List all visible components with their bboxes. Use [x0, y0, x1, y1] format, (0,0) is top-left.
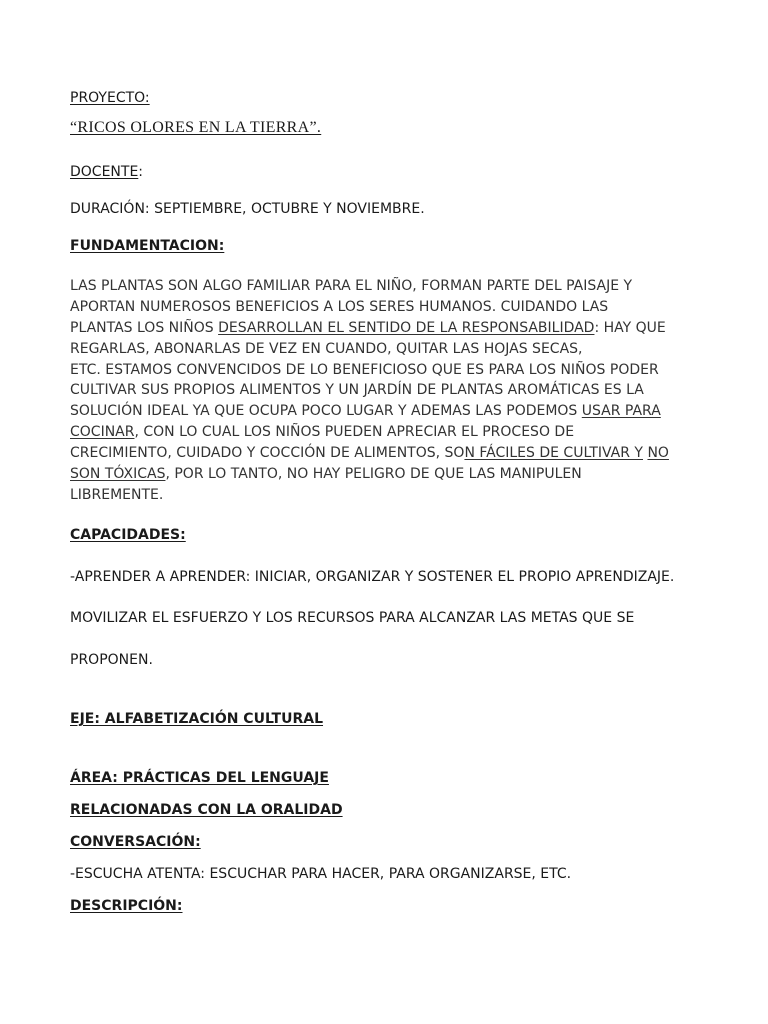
escucha-line: -ESCUCHA ATENTA: ESCUCHAR PARA HACER, PARA ORGANIZARSE, ETC.: [70, 866, 572, 882]
capacidades-line: -APRENDER A APRENDER: INICIAR, ORGANIZAR Y SOSTENER EL PROPIO APRENDIZAJE.: [70, 569, 675, 585]
paragraph-line: REGARLAS, ABONARLAS DE VEZ EN CUANDO, QUITAR LAS HOJAS SECAS,: [70, 341, 583, 357]
paragraph-line: LIBREMENTE.: [70, 487, 164, 503]
paragraph-line: LAS PLANTAS SON ALGO FAMILIAR PARA EL NIÑO, FORMAN PARTE DEL PAISAJE Y: [70, 278, 633, 294]
underlined-run: COCINAR: [70, 424, 135, 440]
text-run: SOLUCIÓN IDEAL YA QUE OCUPA POCO LUGAR Y ADEMAS LAS PODEMOS: [70, 403, 582, 419]
area-heading: ÁREA: PRÁCTICAS DEL LENGUAJE: [70, 770, 329, 786]
underlined-run: USAR PARA: [581, 403, 661, 419]
descripcion-heading: DESCRIPCIÓN:: [70, 898, 183, 914]
underlined-run: NO: [647, 445, 669, 461]
paragraph-line: ETC. ESTAMOS CONVENCIDOS DE LO BENEFICIOSO QUE ES PARA LOS NIÑOS PODER: [70, 362, 659, 378]
underlined-run: DESARROLLAN EL SENTIDO DE LA RESPONSABILIDAD: [218, 320, 595, 336]
paragraph-line: [70, 318, 666, 338]
underlined-run: N FÁCILES DE CULTIVAR Y: [464, 445, 643, 461]
paragraph-line: [70, 443, 669, 463]
capacidades-heading: CAPACIDADES:: [70, 527, 186, 543]
text-run: PLANTAS LOS NIÑOS: [70, 320, 219, 336]
docente-colon: :: [138, 164, 144, 180]
fundamentacion-heading: FUNDAMENTACION:: [70, 238, 225, 254]
text-run: : HAY QUE: [594, 320, 666, 336]
paragraph-line: [70, 401, 661, 421]
project-title: “RICOS OLORES EN LA TIERRA”.: [70, 119, 322, 136]
paragraph-line: APORTAN NUMEROSOS BENEFICIOS A LOS SERES HUMANOS. CUIDANDO LAS: [70, 299, 609, 315]
proyecto-label: PROYECTO:: [70, 90, 150, 106]
paragraph-line: [70, 464, 582, 484]
docente-label: DOCENTE: [70, 164, 139, 180]
capacidades-line: MOVILIZAR EL ESFUERZO Y LOS RECURSOS PARA ALCANZAR LAS METAS QUE SE: [70, 610, 635, 626]
text-run: CRECIMIENTO, CUIDADO Y COCCIÓN DE ALIMENTOS, SO: [70, 445, 465, 461]
underlined-run: SON TÓXICAS: [70, 466, 166, 482]
capacidades-line: PROPONEN.: [70, 652, 153, 668]
paragraph-line: CULTIVAR SUS PROPIOS ALIMENTOS Y UN JARDÍN DE PLANTAS AROMÁTICAS ES LA: [70, 382, 644, 398]
conversacion-heading: CONVERSACIÓN:: [70, 834, 201, 850]
paragraph-line: [70, 422, 574, 442]
docente-line: [70, 162, 143, 182]
text-run: , CON LO CUAL LOS NIÑOS PUEDEN APRECIAR EL PROCESO DE: [134, 424, 575, 440]
duracion-line: DURACIÓN: SEPTIEMBRE, OCTUBRE Y NOVIEMBRE.: [70, 201, 425, 217]
relacionadas-heading: RELACIONADAS CON LA ORALIDAD: [70, 802, 343, 818]
text-run: , POR LO TANTO, NO HAY PELIGRO DE QUE LAS MANIPULEN: [165, 466, 582, 482]
eje-heading: EJE: ALFABETIZACIÓN CULTURAL: [70, 711, 324, 727]
